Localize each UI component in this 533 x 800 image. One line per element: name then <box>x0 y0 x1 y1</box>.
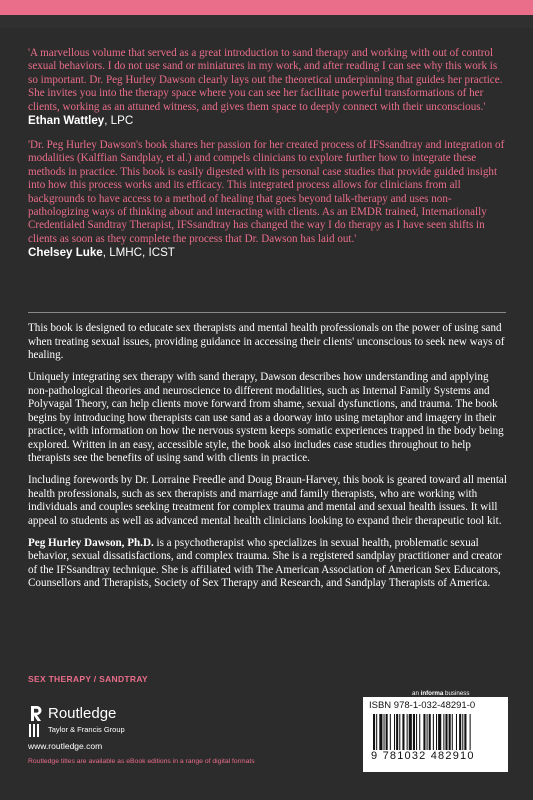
description-paragraph: Including forewords by Dr. Lorraine Freedle and Doug Braun-Harvey, this book is geared toward all mental health professionals, such as sex therapists and marriage and family therapists, who are working with individuals and couples seeking treatment for complex trauma and mental and sexual health issues. It will appeal to students as well as advanced mental health clinicians looking to expand their therapeutic tool kit. <box>28 474 507 527</box>
publisher-url[interactable]: www.routledge.com <box>28 741 103 751</box>
isbn-label: ISBN 978-1-032-48291-0 <box>369 700 476 711</box>
ebook-note: Routledge titles are available as eBook editions in a range of digital formats <box>28 758 255 765</box>
barcode-digits: 9 781032 482910 <box>371 750 475 762</box>
top-band <box>0 15 533 28</box>
endorser-name: Chelsey Luke <box>28 246 103 260</box>
barcode-panel <box>363 697 508 772</box>
author-bio-text: is a psychotherapist who specializes in sexual health, problematic sexual behavior, sexual dissatisfactions, and complex trauma. She is a registered sandplay practitioner and creator of the IFSsandtray technique. She is affiliated with The American Association of American Sex Educators, Counsellors and Therapists, Society of Sex Therapy and Research, and Sandplay Therapists of America. <box>28 536 502 589</box>
endorser-name: Ethan Wattley <box>28 114 105 128</box>
top-accent-bar <box>0 0 533 15</box>
endorser-credentials: , LMHC, ICST <box>102 246 175 260</box>
book-description <box>28 322 508 599</box>
author-name: Peg Hurley Dawson, Ph.D. <box>28 536 154 549</box>
endorsement-quote: 'A marvellous volume that served as a great introduction to sand therapy and working with out of control sexual behaviors. I do not use sand or miniatures in my work, and after reading I can see why this work is so important. Dr. Peg Hurley Dawson clearly lays out the theoretical underpinning that guides her practice. She invites you into the therapy space where you can see her facilitate powerful transformations of her clients, working as an attuned witness, and gives them space to deeply connect with their unconscious.' <box>28 47 503 113</box>
routledge-logo-icon <box>28 704 42 738</box>
endorsement-quote: 'Dr. Peg Hurley Dawson's book shares her passion for her created process of IFSsandtray and integration of modalities (Kalffian Sandplay, et al.) and compels clinicians to explore further how to integrate these methods in practice. This book is easily digested with its personal case studies that provide guided insight into how this process works and its efficacy. This integrated process allows for clinicians from all backgrounds to have access to a method of healing that goes beyond talk-therapy and uses non-pathologizing ways of thinking about and interacting with clients. As an EMDR trained, Internationally Credentialed Sandtray Therapist, IFSsandtray has changed the way I do therapy as I have seen shifts in clients as soon as they complete the process that Dr. Dawson has laid out.' <box>28 139 505 245</box>
informa-business-tag: an informa business <box>412 690 470 697</box>
endorsements <box>28 47 506 271</box>
subject-category: SEX THERAPY / SANDTRAY <box>28 674 148 684</box>
endorsement-attribution <box>28 246 506 260</box>
publisher-group: Taylor & Francis Group <box>48 725 125 734</box>
endorsement-attribution <box>28 114 506 128</box>
section-divider <box>28 312 506 313</box>
description-paragraph: This book is designed to educate sex therapists and mental health professionals on the power of using sand when treating sexual issues, providing guidance in accessing their clients' unconscious to seek new ways of healing. <box>28 322 505 361</box>
description-paragraph: Uniquely integrating sex therapy with sand therapy, Dawson describes how understanding and applying non-pathological theories and neuroscience to different modalities, such as Internal Family Systems and Polyvagal Theory, can help clients move forward from shame, sexual dysfunctions, and trauma. The book begins by introducing how therapists can use sand as a doorway into using metaphor and imagery in their practice, with information on how the nervous system keeps somatic experiences trapped in the body being explored. Written in an easy, accessible style, the book also includes case studies throughout to help therapists see the benefits of using sand with clients in practice. <box>28 371 504 464</box>
barcode-icon <box>373 714 498 750</box>
publisher-name: Routledge <box>48 705 117 722</box>
author-bio <box>28 537 508 591</box>
endorser-credentials: , LPC <box>104 114 134 128</box>
informa-brand: informa <box>420 690 444 697</box>
